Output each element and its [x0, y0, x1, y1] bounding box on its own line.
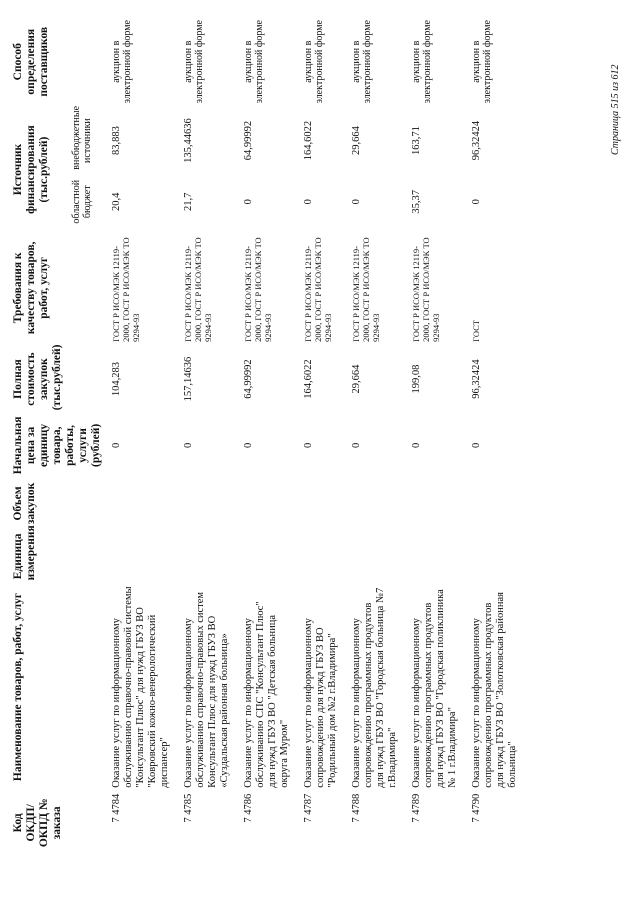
row-price: 0	[471, 442, 482, 449]
row-name: Оказание услуг по информационному сопровождению программных продуктов для нужд ГБУЗ ВО "Городская больница №7 г.Владимира"	[351, 587, 398, 788]
row-unit	[297, 529, 345, 583]
row-budget: 35,37	[411, 189, 422, 214]
row-name: Оказание услуг по информационному обслуживанию СПС "Консультант Плюс" для нужд ГБУЗ ВО "Детская больница округа Муром"	[243, 601, 290, 788]
header-method: Способ определения поставщиков	[12, 26, 50, 97]
header-name: Наименование товаров, работ, услуг	[12, 592, 24, 782]
row-volume	[297, 478, 345, 530]
row-total: 157,14636	[183, 356, 194, 402]
table-row	[297, 15, 345, 855]
row-total: 96,32424	[471, 359, 482, 399]
row-volume	[345, 478, 405, 530]
row-code: 7 4789	[411, 793, 422, 823]
row-budget: 0	[243, 199, 254, 205]
row-total: 104,283	[111, 362, 122, 397]
row-method: аукцион в электронной форме	[243, 20, 265, 104]
header-financing: Источник финансирования (тыс.рублей)	[12, 125, 50, 214]
row-unit	[177, 529, 237, 583]
row-total: 29,664	[351, 364, 362, 394]
table-row	[105, 15, 177, 855]
row-code: 7 4786	[243, 793, 254, 823]
row-requirements: ГОСТ Р ИСО/МЭК 12119-2000, ГОСТ Р ИСО/МЭК ТО 9294-93	[111, 237, 141, 342]
header-fin-budget: областной бюджет	[71, 179, 94, 224]
row-extra: 96,32424	[471, 120, 482, 161]
row-budget: 21,7	[183, 192, 194, 211]
header-unit: Единица измерения	[12, 525, 37, 581]
row-method: аукцион в электронной форме	[303, 20, 325, 104]
table-row	[405, 15, 465, 855]
row-budget: 0	[471, 199, 482, 205]
row-budget: 0	[303, 199, 314, 205]
row-unit	[345, 529, 405, 583]
header-fin-extra: внебюджетные источники	[71, 105, 94, 170]
row-volume	[237, 478, 297, 530]
row-code: 7 4784	[111, 793, 122, 823]
header-price: Начальная цена за единицу товара, работы, услуги (рублей)	[12, 416, 102, 475]
row-extra: 64,99992	[243, 120, 254, 161]
row-unit	[105, 529, 177, 583]
row-unit	[405, 529, 465, 583]
row-total: 199,08	[411, 364, 422, 394]
row-requirements: ГОСТ Р ИСО/МЭК 12119-2000, ГОСТ Р ИСО/МЭК ТО 9294-93	[411, 237, 441, 342]
header-requirements: Требования к качеству товаров, работ, услуг	[12, 241, 50, 335]
row-code: 7 4787	[303, 793, 314, 823]
row-price: 0	[411, 442, 422, 449]
row-requirements: ГОСТ Р ИСО/МЭК 12119-2000, ГОСТ Р ИСО/МЭК ТО 9294-93	[303, 237, 333, 342]
row-method: аукцион в электронной форме	[111, 20, 133, 104]
row-volume	[465, 478, 525, 530]
row-extra: 163,71	[411, 126, 422, 156]
row-budget: 20,4	[111, 192, 122, 211]
row-method: аукцион в электронной форме	[411, 20, 433, 104]
row-requirements: ГОСТ Р ИСО/МЭК 12119-2000, ГОСТ Р ИСО/МЭК ТО 9294-93	[183, 237, 213, 342]
table-row	[465, 15, 525, 855]
procurement-table	[10, 15, 525, 855]
row-volume	[405, 478, 465, 530]
table-row	[177, 15, 237, 855]
row-code: 7 4785	[183, 793, 194, 823]
row-price: 0	[111, 442, 122, 449]
row-unit	[237, 529, 297, 583]
row-extra: 83,883	[111, 126, 122, 156]
row-total: 64,99992	[243, 359, 254, 399]
header-row	[10, 15, 69, 855]
row-method: аукцион в электронной форме	[183, 20, 205, 104]
row-name: Оказание услуг по информационному обслуживанию справочно-правовой системы "Консультант Плюс" для нужд ГБУЗ ВО "Ковровский кожно-венерологический диспансер"	[111, 586, 170, 788]
row-volume	[177, 478, 237, 530]
row-extra: 29,664	[351, 126, 362, 156]
row-requirements: ГОСТ Р ИСО/МЭК 12119-2000, ГОСТ Р ИСО/МЭК ТО 9294-93	[351, 237, 381, 342]
header-volume: Объем закупок	[12, 482, 37, 525]
row-volume	[105, 478, 177, 530]
row-name: Оказание услуг по информационному обслуживанию справочно-правовых систем Консультант Плюс для нужд ГБУЗ ВО «Суздальская районная больница»	[183, 591, 230, 788]
row-name: Оказание услуг по информационному сопровождению программных продуктов для нужд ГБУЗ ВО "Золотковская районная больница"	[471, 592, 518, 788]
row-price: 0	[183, 442, 194, 449]
row-price: 0	[303, 442, 314, 449]
row-code: 7 4790	[471, 793, 482, 823]
row-requirements: ГОСТ	[471, 320, 481, 342]
row-extra: 164,6022	[303, 120, 314, 161]
table-row	[345, 15, 405, 855]
row-name: Оказание услуг по информационному сопровождению программных продуктов для нужд ГБУЗ ВО "Городская поликлиника № 1 г.Владимира"	[411, 589, 458, 788]
header-total: Полная стоимость закупок (тыс.рублей)	[12, 344, 63, 411]
row-method: аукцион в электронной форме	[471, 20, 493, 104]
row-extra: 135,44636	[183, 118, 194, 163]
row-budget: 0	[351, 199, 362, 205]
table-row	[237, 15, 297, 855]
row-method: аукцион в электронной форме	[351, 20, 373, 104]
row-price: 0	[243, 442, 254, 449]
row-price: 0	[351, 442, 362, 449]
row-code: 7 4788	[351, 793, 362, 823]
header-code: Код ОКДП/ ОКПД № заказа	[12, 798, 63, 848]
row-name: Оказание услуг по информационному сопровождению для нужд ГБУЗ ВО "Родильный дом №2 г.Владимира"	[303, 618, 338, 788]
row-unit	[465, 529, 525, 583]
page-number: Страница 515 из 612	[610, 64, 621, 155]
row-requirements: ГОСТ Р ИСО/МЭК 12119-2000, ГОСТ Р ИСО/МЭК ТО 9294-93	[243, 237, 273, 342]
row-total: 164,6022	[303, 359, 314, 399]
